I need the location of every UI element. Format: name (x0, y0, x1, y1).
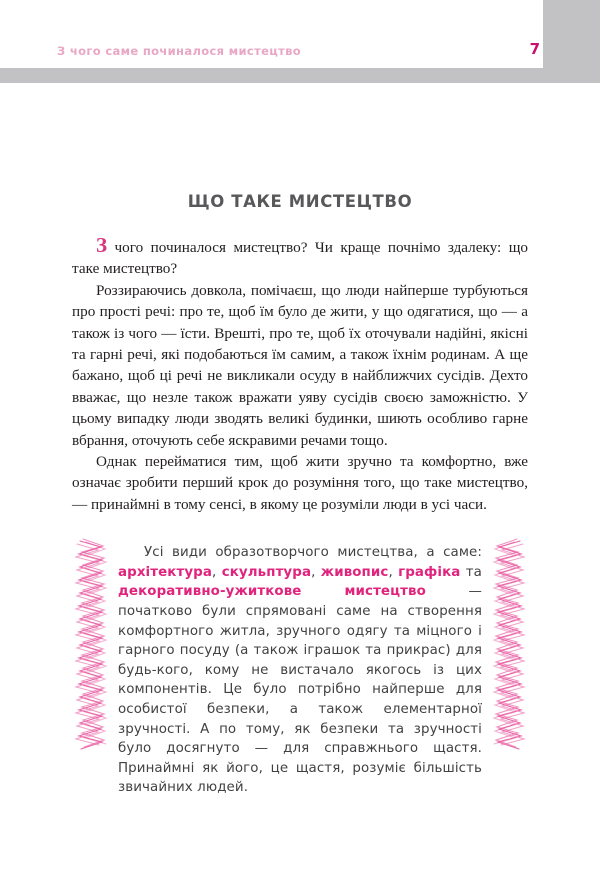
page-number: 7 (529, 40, 540, 58)
body-paragraph-1 (72, 235, 528, 280)
dropcap-letter: З (96, 233, 108, 257)
scribble-decoration-right (492, 537, 526, 753)
kw-sep-1: , (212, 564, 222, 580)
header-gray-band (0, 68, 600, 83)
scribble-decoration-left (74, 537, 108, 753)
keyword-decorative-applied-art: декоративно-ужиткове мистецтво (118, 584, 426, 600)
kw-conjunction: та (460, 564, 482, 580)
page-title: ЩО ТАКЕ МИСТЕЦТВО (187, 192, 413, 211)
keyword-architecture: архітектура (118, 564, 212, 580)
kw-sep-3: , (388, 564, 399, 580)
callout-paragraph (118, 543, 482, 798)
body-paragraph-3: Однак перейматися тим, щоб жити зручно та комфортно, вже означає зробити перший крок до розуміння того, що таке мистецтво, — принаймні в тому сенсі, в якому це розуміли люди в усі часи. (72, 453, 528, 513)
callout-box (72, 535, 528, 804)
callout-intro: Усі види образотворчого мистецтва, а саме: (144, 545, 482, 561)
header-gray-edge-block (543, 0, 600, 69)
callout-body: — початково були спрямовані саме на створення комфортного житла, зручного одягу та міцного і гарного посуду (а також іграшок та прикрас) для будь-кого, кому не вистачало якогось із цих компонентів. Це було потрібно найперше для особистої безпеки, а також елементарної зручності. А по тому, як безпеки та зручності було досягнуто — для справжнього щастя. Принаймні як його, це щастя, розуміє більшість звичайних людей. (118, 584, 482, 796)
kw-sep-2: , (311, 564, 321, 580)
content-column (72, 192, 528, 804)
body-paragraph-1-text: чого починалося мистецтво? Чи краще почнімо здалеку: що таке мистецтво? (72, 239, 528, 278)
running-head: З чого саме починалося мистецтво (57, 44, 302, 58)
keyword-painting: живопис (320, 564, 389, 580)
keyword-sculpture: скульптура (221, 564, 312, 580)
keyword-graphics: графіка (398, 564, 461, 580)
body-paragraph-2: Роззираючись довкола, помічаєш, що люди найперше турбуються про прості речі: про те, щоб їм було де жити, у що одягатися, що — а також із чого — їсти. Врешті, про те, щоб їх оточували надійні, якісні та гарні речі, які подобаються їм самим, а також їхнім родинам. А ще бажано, щоб ці речі не викликали осуду в найближчих сусідів. Дехто вважає, що незле також вражати уяву сусідів своєю заможністю. У цьому випадку люди зводять великі будинки, шиють особливо гарне вбрання, оточують себе яскравими речами тощо. (72, 281, 528, 449)
